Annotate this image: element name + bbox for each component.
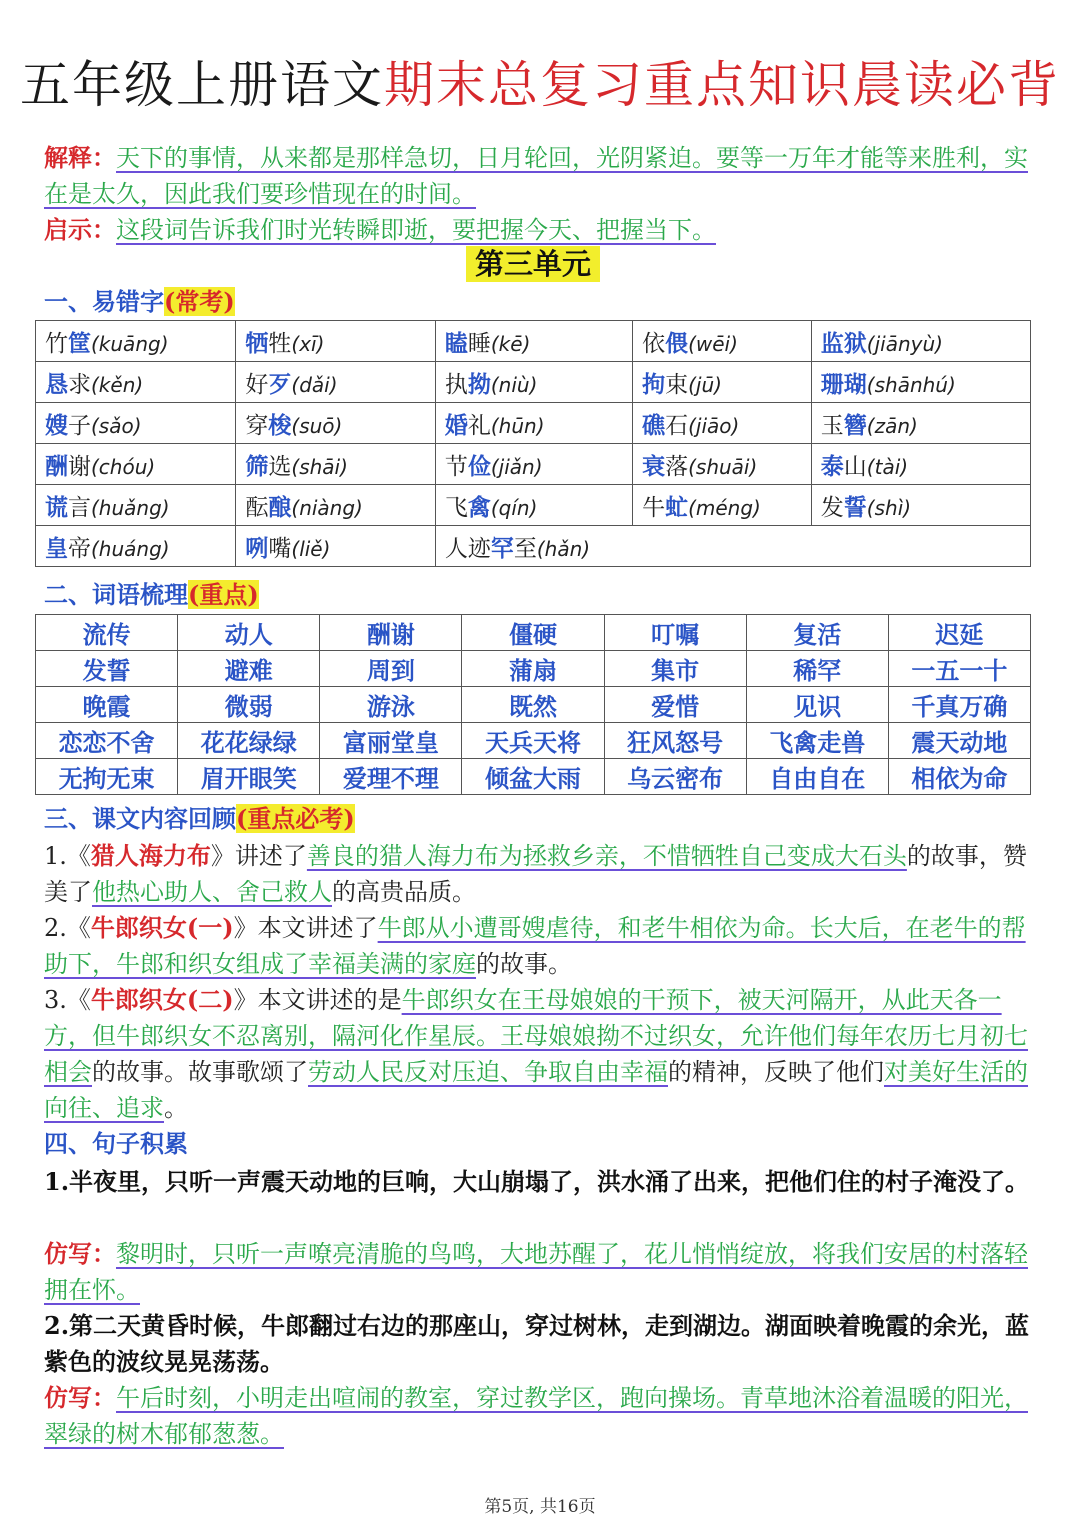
highlight-char: 筛	[245, 452, 269, 480]
char-cell	[811, 321, 1030, 362]
vocab-cell: 既然	[462, 687, 604, 723]
char-cell	[435, 526, 1030, 567]
char-cell	[236, 526, 435, 567]
pinyin: (liě)	[291, 536, 331, 561]
char-cell	[36, 485, 236, 526]
vocab-cell: 狂风怒号	[604, 723, 746, 759]
highlight-char: 罕	[490, 534, 514, 562]
vocab-cell: 蒲扇	[462, 651, 604, 687]
char-text: 山	[843, 453, 867, 480]
char-cell	[36, 321, 236, 362]
highlight-char: 拘	[642, 370, 666, 398]
insight-paragraph: 启示：这段词告诉我们时光转瞬即逝，要把握今天、把握当下。	[44, 215, 716, 244]
imitation-1: 仿写：黎明时，只听一声嘹亮清脆的鸟鸣，大地苏醒了，花儿悄悄绽放，将我们安居的村落轻拥在怀。	[44, 1239, 1028, 1304]
vocab-cell: 千真万确	[888, 687, 1030, 723]
vocab-cell: 相依为命	[888, 759, 1030, 795]
review-item-2: 2.《牛郎织女(一)》本文讲述了牛郎从小遭哥嫂虐待，和老牛相依为命。长大后，在老牛的帮助下，牛郎和织女组成了幸福美满的家庭的故事。	[44, 913, 1026, 978]
char-text: 好	[245, 371, 269, 398]
char-cell	[36, 403, 236, 444]
vocab-cell: 流传	[36, 615, 178, 651]
vocab-cell: 稀罕	[746, 651, 888, 687]
vocab-cell: 晚霞	[36, 687, 178, 723]
pinyin: (suō)	[291, 413, 343, 438]
char-cell	[811, 444, 1030, 485]
highlight-char: 筐	[68, 329, 91, 357]
vocab-cell: 爱理不理	[320, 759, 462, 795]
vocab-cell: 乌云密布	[604, 759, 746, 795]
highlight-char: 恳	[45, 370, 68, 398]
highlight-char: 珊瑚	[820, 370, 867, 398]
highlight-char: 皇	[45, 534, 68, 562]
char-cell	[633, 403, 812, 444]
vocab-cell: 见识	[746, 687, 888, 723]
pinyin: (hūn)	[490, 413, 545, 438]
explain-paragraph: 解释：天下的事情，从来都是那样急切，日月轮回，光阴紧迫。要等一万年才能等来胜利，实在是太久，因此我们要珍惜现在的时间。	[44, 143, 1028, 208]
char-text: 睡	[467, 330, 491, 357]
vocab-cell: 僵硬	[462, 615, 604, 651]
table-row	[36, 615, 1031, 651]
char-cell	[435, 362, 632, 403]
table-row	[36, 651, 1031, 687]
highlight-char: 酬	[45, 452, 68, 480]
highlight-char: 礁	[642, 411, 666, 439]
pinyin: (shì)	[866, 495, 912, 520]
highlight-char: 瞌	[444, 329, 468, 357]
vocab-cell: 发誓	[36, 651, 178, 687]
char-text: 言	[68, 494, 91, 521]
char-text: 人迹	[444, 535, 491, 562]
highlight-char: 禽	[467, 493, 491, 521]
char-text: 穿	[245, 412, 269, 439]
table-row	[36, 403, 1031, 444]
char-cell	[633, 321, 812, 362]
char-cell	[36, 444, 236, 485]
vocab-cell: 叮嘱	[604, 615, 746, 651]
pinyin: (xī)	[291, 331, 325, 356]
highlight-char: 梭	[268, 411, 292, 439]
char-text: 落	[665, 453, 689, 480]
highlight-char: 嫂	[45, 411, 68, 439]
char-text: 节	[444, 453, 468, 480]
highlight-char: 衰	[642, 452, 666, 480]
highlight-char: 监狱	[820, 329, 867, 357]
char-text: 选	[268, 453, 292, 480]
vocab-cell: 恋恋不舍	[36, 723, 178, 759]
table-row	[36, 444, 1031, 485]
char-text: 酝	[245, 494, 269, 521]
char-cell	[811, 403, 1030, 444]
sentence-2: 2.第二天黄昏时候，牛郎翻过右边的那座山，穿过树林，走到湖边。湖面映着晚霞的余光，蓝紫色的波纹晃晃荡荡。	[44, 1311, 1030, 1376]
vocab-cell: 复活	[746, 615, 888, 651]
pinyin: (kē)	[490, 331, 531, 356]
imitation-2: 仿写：午后时刻，小明走出喧闹的教室，穿过教学区，跑向操场。青草地沐浴着温暖的阳光，翠绿的树木郁郁葱葱。	[44, 1383, 1028, 1448]
char-text: 求	[68, 371, 91, 398]
pinyin: (jiāo)	[688, 413, 740, 438]
review-item-1: 1.《猎人海力布》讲述了善良的猎人海力布为拯救乡亲，不惜牺牲自己变成大石头的故事，赞美了他热心助人、舍己救人的高贵品质。	[44, 841, 1027, 906]
char-text: 至	[513, 535, 537, 562]
char-cell	[236, 444, 435, 485]
char-cell	[236, 485, 435, 526]
table-row	[36, 362, 1031, 403]
section4-heading: 四、句子积累	[44, 1129, 188, 1158]
vocab-cell: 花花绿绿	[178, 723, 320, 759]
pinyin: (sǎo)	[91, 413, 142, 438]
char-text: 牛	[642, 494, 666, 521]
vocab-cell: 酬谢	[320, 615, 462, 651]
page-footer: 第5页, 共16页	[484, 1497, 596, 1517]
pinyin: (shāi)	[291, 454, 348, 479]
char-text: 飞	[444, 494, 468, 521]
vocab-cell: 飞禽走兽	[746, 723, 888, 759]
char-cell	[435, 403, 632, 444]
pinyin: (niàng)	[291, 495, 363, 520]
highlight-char: 偎	[665, 329, 689, 357]
highlight-char: 俭	[467, 452, 491, 480]
vocab-cell: 微弱	[178, 687, 320, 723]
char-cell	[811, 362, 1030, 403]
highlight-char: 咧	[245, 534, 269, 562]
pinyin: (jiānyù)	[866, 331, 943, 356]
char-text: 石	[665, 412, 689, 439]
char-cell	[36, 362, 236, 403]
vocab-cell: 爱惜	[604, 687, 746, 723]
char-text: 依	[642, 330, 666, 357]
vocab-cell: 无拘无束	[36, 759, 178, 795]
vocab-cell: 迟延	[888, 615, 1030, 651]
highlight-char: 簪	[843, 411, 867, 439]
char-cell	[633, 444, 812, 485]
pinyin: (huáng)	[91, 536, 170, 561]
char-text: 玉	[820, 412, 844, 439]
table-row	[36, 723, 1031, 759]
pinyin: (wēi)	[688, 331, 738, 356]
char-cell	[633, 485, 812, 526]
vocab-cell: 眉开眼笑	[178, 759, 320, 795]
char-text: 束	[665, 371, 689, 398]
vocabulary-table	[35, 614, 1031, 795]
pinyin: (qín)	[490, 495, 538, 520]
char-cell	[236, 321, 435, 362]
pinyin: (jū)	[688, 372, 722, 397]
char-text: 礼	[467, 412, 491, 439]
pinyin: (méng)	[688, 495, 761, 520]
vocab-cell: 天兵天将	[462, 723, 604, 759]
pinyin: (huǎng)	[91, 495, 170, 520]
highlight-char: 牺	[245, 329, 269, 357]
char-cell	[435, 321, 632, 362]
table-row	[36, 485, 1031, 526]
table-row	[36, 526, 1031, 567]
pinyin: (shānhú)	[866, 372, 956, 397]
char-text: 发	[820, 494, 844, 521]
page-title: 五年级上册语文期末总复习重点知识晨读必背	[20, 56, 1060, 114]
sentence-1: 1.半夜里，只听一声震天动地的巨响，大山崩塌了，洪水涌了出来，把他们住的村子淹没了。	[44, 1167, 1030, 1196]
char-text: 执	[444, 371, 468, 398]
char-cell	[811, 485, 1030, 526]
section2-heading: 二、词语梳理(重点)	[44, 580, 259, 609]
error-prone-chars-table	[35, 320, 1031, 567]
highlight-char: 酿	[268, 493, 292, 521]
char-text: 帝	[68, 535, 91, 562]
vocab-cell: 倾盆大雨	[462, 759, 604, 795]
vocab-cell: 富丽堂皇	[320, 723, 462, 759]
unit-title: 第三单元	[466, 246, 600, 282]
highlight-char: 谎	[45, 493, 68, 521]
highlight-char: 歹	[268, 370, 292, 398]
table-row	[36, 759, 1031, 795]
pinyin: (shuāi)	[688, 454, 758, 479]
highlight-char: 誓	[843, 493, 867, 521]
highlight-char: 泰	[820, 452, 844, 480]
char-cell	[435, 485, 632, 526]
review-item-3: 3.《牛郎织女(二)》本文讲述的是牛郎织女在王母娘娘的干预下，被天河隔开，从此天各一方，但牛郎织女不忍离别，隔河化作星辰。王母娘娘拗不过织女，允许他们每年农历七月初七相会的故事。故事歌颂了劳动人民反对压迫、争取自由幸福的精神，反映了他们对美好生活的向往、追求。	[44, 985, 1028, 1122]
table-row	[36, 687, 1031, 723]
pinyin: (kěn)	[91, 372, 144, 397]
char-text: 谢	[68, 453, 91, 480]
char-cell	[435, 444, 632, 485]
vocab-cell: 集市	[604, 651, 746, 687]
vocab-cell: 自由自在	[746, 759, 888, 795]
pinyin: (dǎi)	[291, 372, 338, 397]
vocab-cell: 震天动地	[888, 723, 1030, 759]
vocab-cell: 动人	[178, 615, 320, 651]
char-cell	[236, 362, 435, 403]
table-row	[36, 321, 1031, 362]
char-cell	[36, 526, 236, 567]
vocab-cell: 避难	[178, 651, 320, 687]
char-text: 牲	[268, 330, 292, 357]
pinyin: (jiǎn)	[490, 454, 543, 479]
pinyin: (chóu)	[91, 454, 156, 479]
vocab-cell: 一五一十	[888, 651, 1030, 687]
char-cell	[236, 403, 435, 444]
section3-heading: 三、课文内容回顾(重点必考)	[44, 804, 355, 833]
char-text: 子	[68, 412, 91, 439]
char-cell	[633, 362, 812, 403]
vocab-cell: 周到	[320, 651, 462, 687]
pinyin: (hǎn)	[536, 536, 591, 561]
vocab-cell: 游泳	[320, 687, 462, 723]
char-text: 嘴	[268, 535, 292, 562]
pinyin: (tài)	[866, 454, 909, 479]
section1-heading: 一、易错字(常考)	[44, 287, 235, 316]
pinyin: (zān)	[866, 413, 918, 438]
highlight-char: 虻	[665, 493, 689, 521]
char-text: 竹	[45, 330, 68, 357]
pinyin: (kuāng)	[91, 331, 169, 356]
highlight-char: 拗	[467, 370, 491, 398]
pinyin: (niù)	[490, 372, 538, 397]
highlight-char: 婚	[444, 411, 468, 439]
